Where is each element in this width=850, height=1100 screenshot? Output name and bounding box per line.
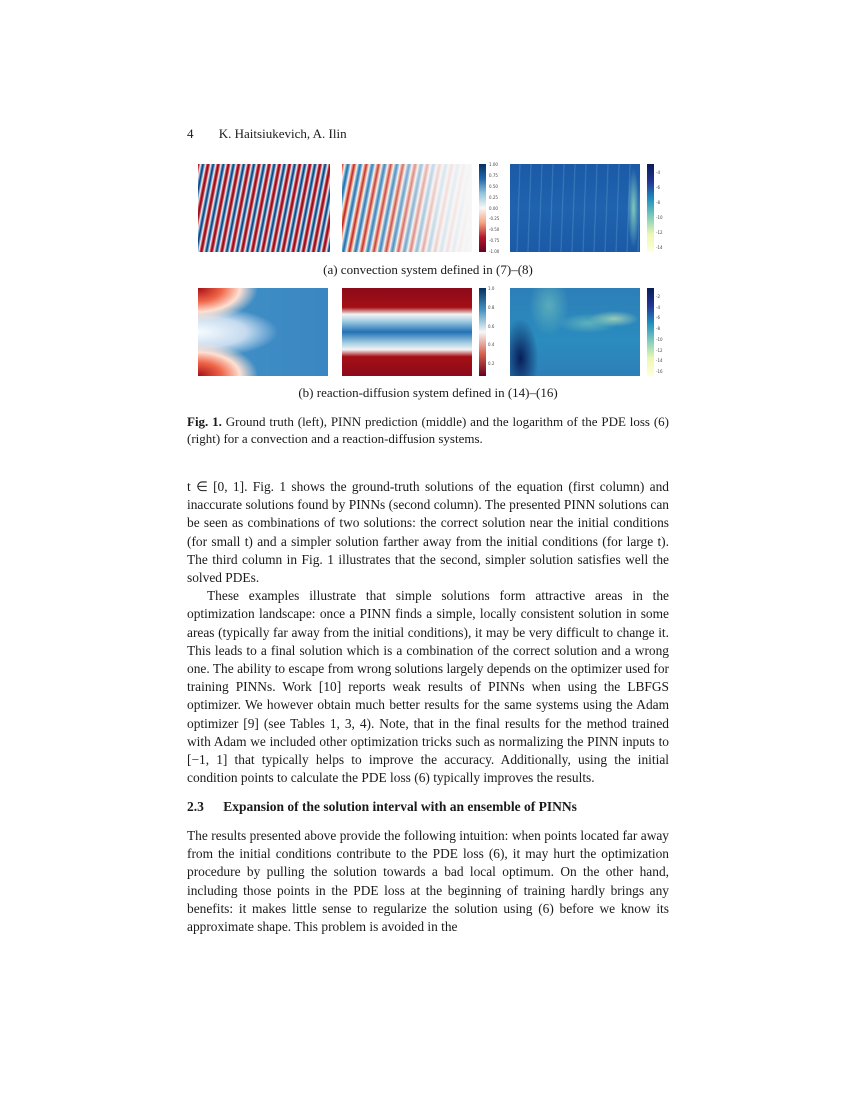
authors: K. Haitsiukevich, A. Ilin — [218, 126, 347, 141]
section-heading — [187, 799, 577, 815]
paragraph: t ∈ [0, 1]. Fig. 1 shows the ground-truth solutions of the equation (first column) and inaccurate solutions found by PINNs (second column). The presented PINN solutions can be seen as combinations of two solutions: the correct solution near the initial conditions (for small t) and a simpler solution farther away from the initial conditions (for large t). The third column in Fig. 1 illustrates that the second, simpler solution satisfies well the solved PDEs. — [187, 479, 669, 586]
tick: 0.6 — [488, 323, 495, 329]
paragraph: These examples illustrate that simple solutions form attractive areas in the optimization landscape: once a PINN finds a simple, locally consistent solution in some areas (typically far away from the initial conditions), it may be very difficult to change it. This leads to a final solution which is a combination of the correct solution and a wrong one. The ability to escape from wrong solutions largely depends on the optimizer used for training PINNs. Work [10] reports weak results of PINNs when using the LBFGS optimizer. We however obtain much better results for the same systems using the Adam optimizer [9] (see Tables 1, 3, 4). Note, that in the final results for the method trained with Adam we included other optimization tricks such as normalizing the PINN inputs to [−1, 1] that typically helps to improve the accuracy. Additionally, using the initial condition points to calculate the PDE loss (6) typically improves the results. — [187, 588, 669, 786]
tick: 0.75 — [489, 172, 498, 178]
tick: -1.00 — [489, 249, 500, 254]
tick: -12 — [656, 347, 663, 353]
convection-pinn-prediction-plot — [342, 164, 472, 252]
tick: -2 — [656, 294, 660, 299]
convection-loss-colorbar — [647, 164, 654, 252]
tick: -4 — [656, 304, 660, 310]
convection-pde-loss-plot — [510, 164, 640, 252]
tick: -0.50 — [489, 227, 500, 233]
section-body — [187, 827, 669, 936]
convection-loss-colorbar-ticks — [656, 170, 663, 250]
tick: -8 — [656, 200, 660, 205]
reaction-loss-colorbar-ticks — [656, 294, 663, 374]
subcaption-a: (a) convection system defined in (7)–(8) — [323, 262, 533, 277]
tick: -6 — [656, 315, 660, 321]
tick: 0.2 — [488, 361, 495, 366]
convection-prediction-colorbar — [479, 164, 486, 252]
section-title: Expansion of the solution interval with an ensemble of PINNs — [223, 799, 577, 814]
tick: -0.25 — [489, 216, 500, 222]
tick: -14 — [656, 358, 663, 364]
reaction-diffusion-pde-loss-plot — [510, 288, 640, 376]
page-number: 4 — [187, 126, 194, 141]
reaction-loss-colorbar — [647, 288, 654, 376]
paragraph: The results presented above provide the following intuition: when points located far away from the initial conditions contribute to the PDE loss (6), it may hurt the optimization procedure by pulling the solution towards a bad local optimum. On the other hand, including those points in the PDE loss at the beginning of training hardly brings any benefits: it makes little sense to regularize the solution using (6) before we know its approximate shape. This problem is avoided in the — [187, 828, 669, 935]
convection-ground-truth-plot — [198, 164, 330, 252]
tick: -4 — [656, 170, 660, 175]
reaction-prediction-colorbar — [479, 288, 486, 376]
tick: 0.8 — [488, 304, 495, 310]
subcaption-b: (b) reaction-diffusion system defined in (14)–(16) — [298, 385, 558, 400]
tick: -10 — [656, 336, 663, 342]
reaction-diffusion-ground-truth-plot — [198, 288, 328, 376]
tick: -14 — [656, 245, 663, 250]
reaction-diffusion-pinn-prediction-plot — [342, 288, 472, 376]
figure-label: Fig. 1. — [187, 414, 222, 429]
tick: -16 — [656, 368, 663, 374]
tick: -8 — [656, 326, 660, 332]
tick: 1.00 — [489, 162, 498, 167]
figure-caption — [187, 413, 669, 447]
reaction-prediction-colorbar-ticks — [488, 286, 494, 366]
tick: 1.0 — [488, 286, 495, 291]
tick: -10 — [656, 215, 663, 220]
tick: 0.4 — [488, 342, 495, 348]
convection-prediction-colorbar-ticks — [489, 162, 499, 254]
body-text — [187, 478, 669, 787]
figure-caption-text: Ground truth (left), PINN prediction (middle) and the logarithm of the PDE loss (6) (right) for a convection and a reaction-diffusion systems. — [187, 414, 669, 446]
section-number: 2.3 — [187, 799, 204, 814]
tick: 0.25 — [489, 194, 498, 200]
running-header — [187, 126, 347, 142]
tick: -6 — [656, 185, 660, 190]
tick: 0.00 — [489, 205, 498, 211]
tick: -12 — [656, 230, 663, 235]
tick: -0.75 — [489, 238, 500, 244]
tick: 0.50 — [489, 183, 498, 189]
